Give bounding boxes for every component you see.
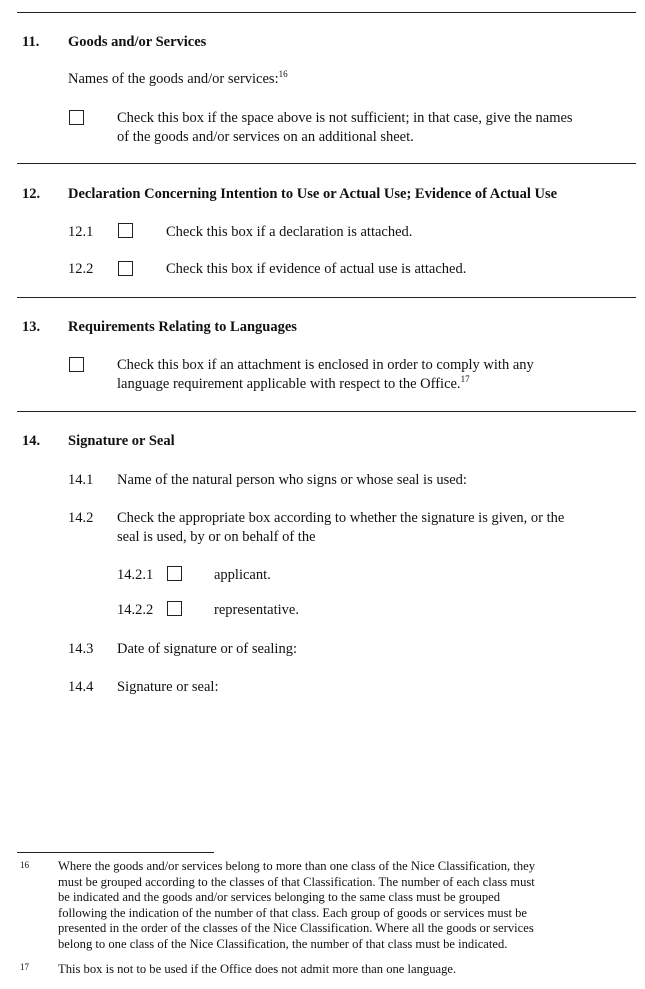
applicant-checkbox[interactable] <box>167 566 182 581</box>
footnote-16-text: Where the goods and/or services belong to more than one class of the Nice Classification, they must be grouped according to the classes of that Classification. The number of each class must be indicated and the goods and/or services belonging to the same class must be grouped following the indication of the number of that class. Each group of goods or services must be presented in the order of the classes of the Nice Classification. Where all the goods or services belong to one class of the Nice Classification, the number of that class must be indicated. <box>58 859 536 951</box>
section-14-title: Signature or Seal <box>68 433 175 449</box>
item-14-2-1-number: 14.2.1 <box>117 567 154 583</box>
insufficient-space-text: Check this box if the space above is not sufficient; in that case, give the names of the goods and/or services on an additional sheet. <box>117 110 573 145</box>
signature-behalf-text: Check the appropriate box according to whether the signature is given, or the seal is used, by or on behalf of the <box>117 510 565 545</box>
item-14-2-2-number: 14.2.2 <box>117 602 154 618</box>
declaration-attached-checkbox[interactable] <box>118 223 133 238</box>
section-14-number: 14. <box>22 433 41 449</box>
footnote-separator <box>17 852 214 853</box>
footnote-ref-17: 17 <box>460 374 470 384</box>
evidence-attached-checkbox[interactable] <box>118 261 133 276</box>
signature-date-label: Date of signature or of sealing: <box>117 641 297 657</box>
evidence-attached-text: Check this box if evidence of actual use is attached. <box>166 261 467 277</box>
section-12-number: 12. <box>22 186 41 202</box>
section-13-number: 13. <box>22 319 41 335</box>
item-14-2-number: 14.2 <box>68 510 94 526</box>
language-attachment-text: Check this box if an attachment is enclosed in order to comply with any language requirement applicable with respect to the Office.$^{17}$ <box>117 357 534 392</box>
signer-name-label: Name of the natural person who signs or whose seal is used: <box>117 472 467 488</box>
divider-13-14 <box>17 411 636 412</box>
representative-label: representative. <box>214 602 299 618</box>
divider-11-12 <box>17 163 636 164</box>
insufficient-space-checkbox[interactable] <box>69 110 84 125</box>
signature-seal-label: Signature or seal: <box>117 679 219 695</box>
divider-12-13 <box>17 297 636 298</box>
representative-checkbox[interactable] <box>167 601 182 616</box>
goods-names-label: Names of the goods and/or services:$^{16}$ <box>68 69 288 87</box>
footnote-17-number: 17 <box>20 962 29 972</box>
section-11-number: 11. <box>22 34 40 50</box>
footnote-17-text: This box is not to be used if the Office does not admit more than one language. <box>58 962 457 976</box>
language-attachment-checkbox[interactable] <box>69 357 84 372</box>
item-14-3-number: 14.3 <box>68 641 94 657</box>
item-12-2-number: 12.2 <box>68 261 94 277</box>
footnote-16-number: 16 <box>20 860 29 870</box>
section-13-title: Requirements Relating to Languages <box>68 319 297 335</box>
footnote-ref-16: 16 <box>278 69 288 79</box>
item-14-1-number: 14.1 <box>68 472 94 488</box>
item-14-4-number: 14.4 <box>68 679 94 695</box>
applicant-label: applicant. <box>214 567 271 583</box>
section-12-title: Declaration Concerning Intention to Use or Actual Use; Evidence of Actual Use <box>68 186 558 202</box>
top-divider <box>17 12 636 13</box>
declaration-attached-text: Check this box if a declaration is attached. <box>166 224 413 240</box>
section-11-title: Goods and/or Services <box>68 34 207 50</box>
item-12-1-number: 12.1 <box>68 224 94 240</box>
